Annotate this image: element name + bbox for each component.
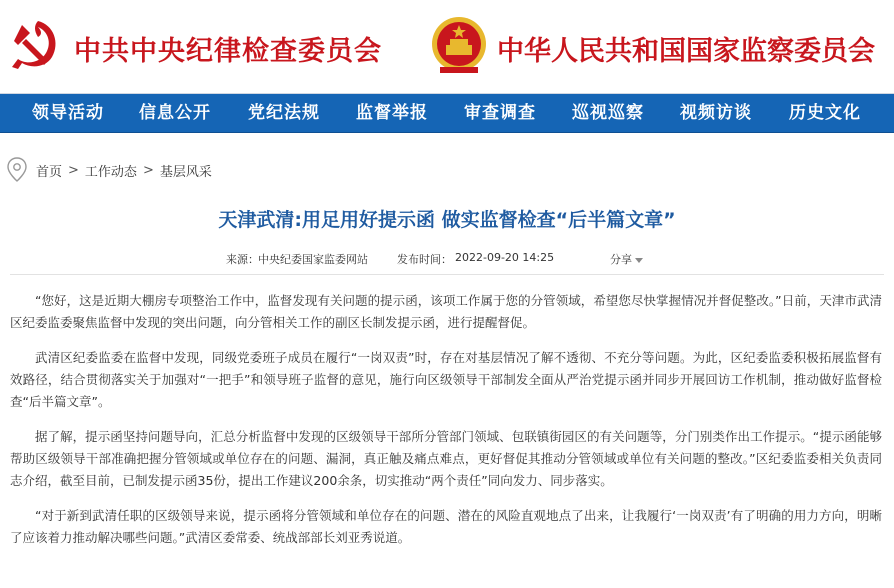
nav-item-report[interactable]: 监督举报: [356, 103, 428, 123]
cpc-ccdi-name[interactable]: 中共中央纪律检查委员会: [74, 36, 382, 67]
share-button[interactable]: [610, 251, 643, 267]
breadcrumb-work-news[interactable]: 工作动态: [84, 164, 137, 180]
divider: [10, 274, 884, 275]
party-emblem-icon: [8, 17, 64, 73]
nav-item-leadership[interactable]: 领导活动: [32, 103, 104, 123]
article-paragraph: 武清区纪委监委在监督中发现，同级党委班子成员在履行“一岗双责”时，存在对基层情况了解不透彻、不充分等问题。为此，区纪委监委积极拓展监督有效路径，结合贯彻落实关于加强对“一把手”和领导班子监督的意见，施行向区级领导干部制发全面从严治党提示函并同步开展回访工作机制，推动做好监督检查“后半篇文章”。: [10, 350, 882, 409]
nav-item-inspection[interactable]: 巡视巡察: [572, 103, 644, 123]
article-title: 天津武清:用足用好提示函 做实监督检查“后半篇文章”: [218, 209, 676, 231]
article-published-time: 2022-09-20 14:25: [455, 251, 555, 264]
article-body: [10, 290, 882, 562]
national-emblem-icon: [430, 15, 488, 77]
nav-item-investigation[interactable]: 审查调查: [464, 103, 536, 123]
article-paragraph: “您好，这是近期大棚房专项整治工作中，监督发现有关问题的提示函，该项工作属于您的分管领域，希望您尽快掌握情况并督促整改。”日前，天津市武清区纪委监委聚焦监督中发现的突出问题，向分管相关工作的副区长制发提示函，进行提醒督促。: [10, 293, 882, 330]
breadcrumb-home[interactable]: 首页: [36, 164, 63, 180]
nav-item-regulations[interactable]: 党纪法规: [248, 103, 320, 123]
location-pin-icon: [6, 157, 28, 183]
published-label: 发布时间：: [397, 253, 452, 266]
breadcrumb-grassroots[interactable]: 基层风采: [159, 164, 212, 180]
site-header: [0, 0, 894, 93]
breadcrumb: [6, 156, 218, 184]
main-nav: [0, 93, 894, 133]
article-paragraph: 据了解，提示函坚持问题导向，汇总分析监督中发现的区级领导干部所分管部门领域、包联镇街园区的有关问题等，分门别类作出工作提示。“提示函能够帮助区级领导干部准确把握分管领域或单位存在的问题、漏洞，真正触及痛点难点，更好督促其推动分管领域或单位有关问题的整改。”区纪委监委相关负责同志介绍，截至目前，已制发提示函35份，提出工作建议200余条，切实推动“两个责任”同向发力、同步落实。: [10, 429, 882, 488]
article-meta: [0, 251, 894, 269]
article-paragraph: “对于新到武清任职的区级领导来说，提示函将分管领域和单位存在的问题、潜在的风险直观地点了出来，让我履行‘一岗双责’有了明确的用力方向，明晰了应该着力推动解决哪些问题。”武清区委常委、统战部部长刘亚秀说道。: [10, 508, 882, 545]
source-label: 来源：: [226, 253, 259, 266]
article-source: 中央纪委国家监委网站: [258, 253, 368, 266]
share-label: 分享: [610, 253, 632, 266]
breadcrumb-separator: >: [142, 162, 154, 178]
breadcrumb-separator: >: [68, 162, 79, 178]
nav-item-info-disclosure[interactable]: 信息公开: [139, 103, 211, 123]
nav-item-video[interactable]: 视频访谈: [680, 103, 752, 123]
chevron-down-icon: [635, 258, 643, 263]
nav-item-history[interactable]: 历史文化: [789, 103, 861, 123]
nsc-name[interactable]: 中华人民共和国国家监察委员会: [497, 36, 875, 67]
